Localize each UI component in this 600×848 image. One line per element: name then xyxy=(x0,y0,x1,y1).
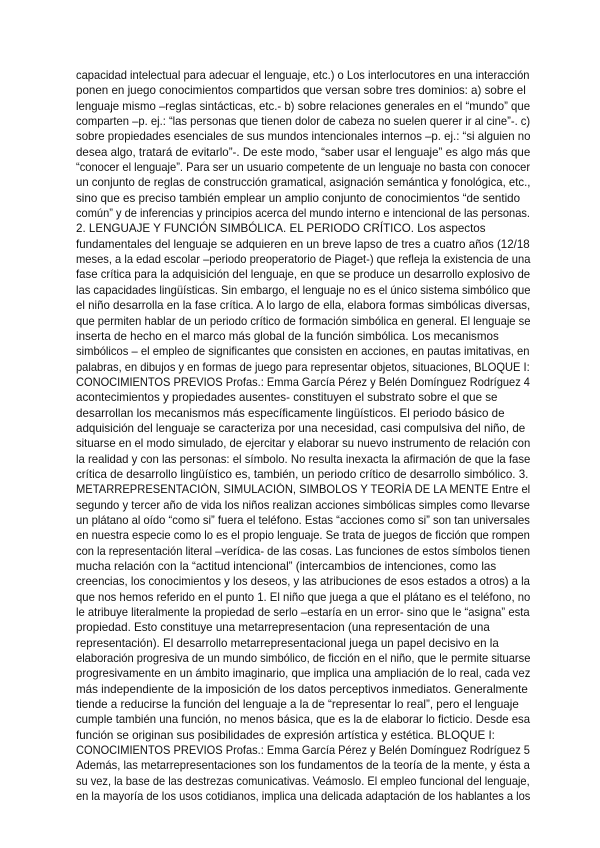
text-line: adquisición del lenguaje se caracteriza por una necesidad, casi compulsiva del niño, de xyxy=(76,421,526,435)
text-line: comparten –p. ej.: “las personas que tienen dolor de cabeza no suelen querer ir al cine”-. c) xyxy=(76,115,531,129)
section-heading-line: 2. LENGUAJE Y FUNCIÓN SIMBÓLICA. EL PERIODO CRÍTICO. Los aspectos xyxy=(76,222,486,236)
text-line: la realidad y con las personas: el símbolo. No resulta inexacta la afirmación de que la fase xyxy=(76,452,531,466)
text-line: su vez, la base de las destrezas comunicativas. Veámoslo. El empleo funcional del lenguaje, xyxy=(76,774,530,788)
text-line: situarse en el modo simulado, de ejercitar y elaborar su nuevo instrumento de relación con xyxy=(76,437,531,451)
text-line: Además, las metarrepresentaciones son los fundamentos de la teoría de la mente, y ésta a xyxy=(76,759,530,773)
text-line: en la mayoría de los usos cotidianos, implica una delicada adaptación de los hablantes a los xyxy=(76,790,531,804)
text-line: lenguaje mismo –reglas sintácticas, etc.- b) sobre relaciones generales en el “mundo” que xyxy=(76,99,531,113)
text-line: más independiente de la imposición de los datos perceptivos inmediatos. Generalmente xyxy=(76,682,528,696)
text-line: desarrollan los mecanismos más específicamente lingüísticos. El periodo básico de xyxy=(76,406,505,420)
text-line: las capacidades lingüísticas. Sin embargo, el lenguaje no es el único sistema simbólico que xyxy=(76,283,531,297)
text-line: crítica de desarrollo lingüístico es, también, un periodo crítico de desarrollo simbólico. 3. xyxy=(76,467,529,481)
text-line: fase crítica para la adquisición del lenguaje, en que se produce un desarrollo explosivo de xyxy=(76,268,531,282)
text-line: ponen en juego conocimientos compartidos que versan sobre tres dominios: a) sobre el xyxy=(76,84,526,98)
text-line: sobre propiedades esenciales de sus mundos intencionales internos –p. ej.: “si alguien no xyxy=(76,130,531,144)
text-line: acontecimientos y propiedades ausentes- constituyen el substrato sobre el que se xyxy=(76,391,498,405)
running-header-line: CONOCIMIENTOS PREVIOS Profas.: Emma García Pérez y Belén Domínguez Rodríguez 4 xyxy=(76,375,530,389)
text-line: segundo y tercer año de vida los niños realizan acciones simbólicas simples como llevarse xyxy=(76,498,530,512)
text-line: un plátano al oído “como si” fuera el teléfono. Estas “acciones como si” son tan universales xyxy=(76,513,530,527)
text-line: función se originan sus posibilidades de expresión artística y estética. BLOQUE I: xyxy=(76,728,495,742)
text-line: propiedad. Esto constituye una metarrepresentacion (una representación de una xyxy=(76,621,490,635)
text-line: le atribuye literalmente la propiedad de serlo –estaría en un error- sino que le “asigna” esta xyxy=(76,606,530,620)
text-line: inserta de hecho en el marco más global de la función simbólica. Los mecanismos xyxy=(76,329,499,343)
text-line: progresivamente en un ámbito imaginario, que implica una ampliación de lo real, cada vez xyxy=(76,667,531,681)
text-line: palabras, en dibujos y en formas de juego para representar objetos, situaciones, BLOQUE I: xyxy=(76,360,530,374)
text-line: desea algo, tratará de evitarlo”-. De este modo, “saber usar el lenguaje” es algo más que xyxy=(76,145,531,159)
text-line: elaboración progresiva de un mundo simbólico, de ficción en el niño, que le permite situarse xyxy=(76,652,531,666)
running-header-line: CONOCIMIENTOS PREVIOS Profas.: Emma García Pérez y Belén Domínguez Rodríguez 5 xyxy=(76,744,530,758)
text-line: sino que es preciso también emplear un amplio conjunto de conocimientos “de sentido xyxy=(76,191,521,205)
text-line: “conocer el lenguaje”. Para ser un usuario competente de un lenguaje no basta con conocer xyxy=(76,161,531,175)
text-line: el niño desarrolla en la fase crítica. A lo largo de ella, elabora formas simbólicas diversas, xyxy=(76,299,531,313)
text-line: meses, a la edad escolar –periodo preoperatorio de Piaget-) que refleja la existencia de una xyxy=(76,253,531,267)
text-line: cumple también una función, no menos básica, que es la de elaborar lo ficticio. Desde esa xyxy=(76,713,531,727)
text-line: simbólicos – el empleo de significantes que consisten en acciones, en pautas imitativas, en xyxy=(76,345,530,359)
text-line: que nos hemos referido en el punto 1. El niño que juega a que el plátano es el teléfono, no xyxy=(76,590,531,604)
text-line: capacidad intelectual para adecuar el lenguaje, etc.) o Los interlocutores en una interacción xyxy=(76,69,530,82)
text-line: creencias, los conocimientos y los deseos, y las atribuciones de esos estados a otros) a la xyxy=(76,575,530,589)
text-line: común” y de inferencias y principios acerca del mundo interno e intencional de las personas. xyxy=(76,207,530,221)
text-line: fundamentales del lenguaje se adquieren en un breve lapso de tres a cuatro años (12/18 xyxy=(76,237,530,251)
body-text xyxy=(76,68,530,805)
text-line: con la representación literal –verídica- de las cosas. Las funciones de estos símbolos tienen xyxy=(76,544,531,558)
text-line: que permiten hablar de un periodo crítico de formación simbólica en general. El lenguaje se xyxy=(76,314,531,328)
text-line: un conjunto de reglas de construcción gramatical, asignación semántica y fonológica, etc., xyxy=(76,176,531,190)
text-line: tiende a reducirse la función del lenguaje a la de “representar lo real”, pero el lenguaje xyxy=(76,698,519,712)
section-heading-line: METARREPRESENTACIÓN, SIMULACIÓN, SIMBOLOS Y TEORÍA DE LA MENTE Entre el xyxy=(76,483,531,497)
text-line: representación). El desarrollo metarrepresentacional juega un papel decisivo en la xyxy=(76,636,499,650)
text-line: mucha relación con la “actitud intencional” (intercambios de intenciones, como las xyxy=(76,560,497,573)
text-line: en nuestra especie como lo es el propio lenguaje. Se trata de juegos de ficción que rompen xyxy=(76,529,530,543)
